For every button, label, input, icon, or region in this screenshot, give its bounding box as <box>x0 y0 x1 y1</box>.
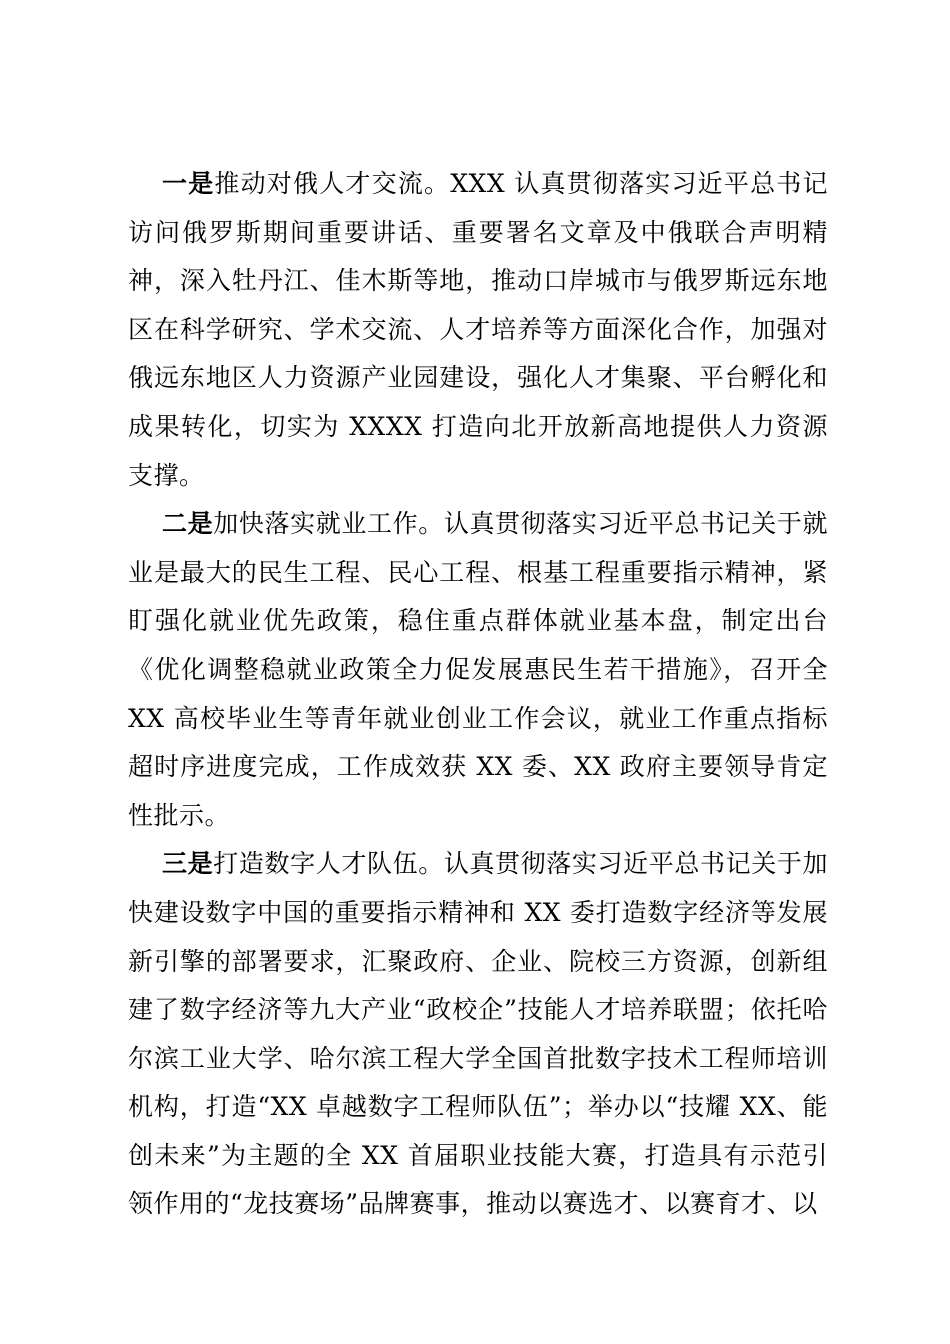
text-line: XX 高校毕业生等青年就业创业工作会议，就业工作重点指标超 <box>128 703 828 782</box>
text-line: 时序进度完成，工作成效获 XX 委、XX 政府主要领导肯定性批示。 <box>128 752 828 830</box>
text-line: 问俄罗斯期间重要讲话、重要署名文章及中俄联合声明精神， <box>128 217 828 296</box>
text-line: 东地区人力资源产业园建设，强化人才集聚、平台孵化和成果 <box>128 363 828 441</box>
text-line: 机构，打造“XX 卓越数字工程师队伍”；举办以“技耀 XX、能 <box>128 1092 828 1122</box>
paragraph-2 <box>128 500 828 840</box>
text-line: 加快落实就业工作。认真贯彻落实习近平总书记关于就 <box>213 509 828 539</box>
text-line: 《优化调整稳就业政策全力促发展惠民生若干措施》，召开全 <box>128 654 828 684</box>
body-text <box>128 160 828 1229</box>
paragraph-3 <box>128 840 828 1229</box>
paragraph-lead: 一是 <box>162 169 215 198</box>
text-line: 科学研究、学术交流、人才培养等方面深化合作，加强对俄远 <box>128 314 828 393</box>
text-line: 打造数字人才队伍。认真贯彻落实习近平总书记关于加 <box>213 849 828 879</box>
text-line: 了数字经济等九大产业“政校企”技能人才培养联盟；依托哈 <box>153 995 828 1025</box>
text-line: 业是最大的民生工程、民心工程、根基工程重要指示精神，紧 <box>128 557 828 587</box>
text-line: 推动对俄人才交流。XXX 认真贯彻落实习近平总书记访 <box>128 169 828 247</box>
text-line: 盯强化就业优先政策，稳住重点群体就业基本盘，制定出台 <box>128 606 828 636</box>
text-line: 引擎的部署要求，汇聚政府、企业、院校三方资源，创新组建 <box>128 946 828 1025</box>
paragraph-lead: 三是 <box>162 849 214 879</box>
text-line: 创未来”为主题的全 XX 首届职业技能大赛，打造具有示范引领 <box>128 1140 828 1219</box>
paragraph-1 <box>128 160 828 500</box>
text-line: 尔滨工业大学、哈尔滨工程大学全国首批数字技术工程师培训 <box>128 1043 828 1073</box>
text-line: 快建设数字中国的重要指示精神和 XX 委打造数字经济等发展新 <box>128 897 828 976</box>
text-line: 作用的“龙技赛场”品牌赛事，推动以赛选才、以赛育才、以 <box>153 1189 818 1219</box>
paragraph-lead: 二是 <box>162 509 214 539</box>
text-line: 转化，切实为 XXXX 打造向北开放新高地提供人力资源支撑。 <box>128 411 828 490</box>
text-line: 深入牡丹江、佳木斯等地，推动口岸城市与俄罗斯远东地区在 <box>128 266 828 344</box>
